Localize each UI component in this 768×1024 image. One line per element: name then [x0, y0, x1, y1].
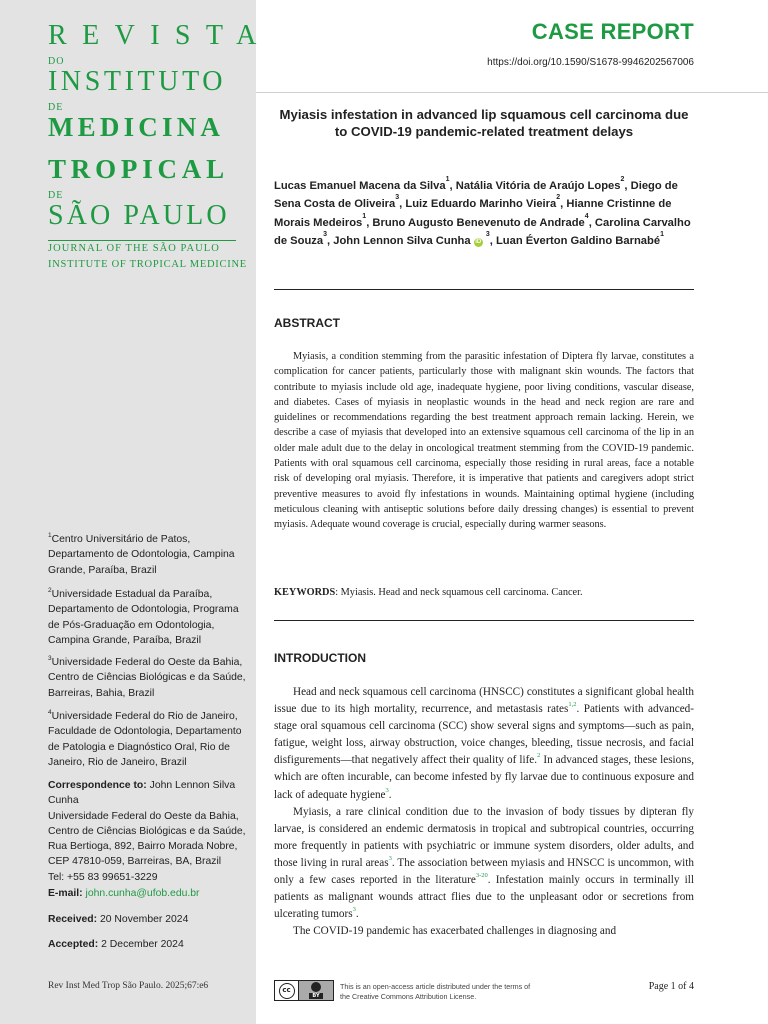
- journal-title-do: DO: [48, 56, 65, 67]
- affiliation-marker: 3: [323, 230, 328, 238]
- journal-title-de: DE: [48, 102, 64, 113]
- header-divider: [256, 92, 768, 93]
- affiliation-marker: 4: [584, 212, 589, 220]
- citation-link[interactable]: 3: [388, 854, 392, 862]
- by-label: BY: [309, 993, 322, 999]
- affiliation-1: $^1$Centro Universitário de Patos, Departamento de Odontologia, Campina Grande, Paraíba, Brazil: [48, 532, 235, 576]
- author-name: Bruno Augusto Benevenuto de Andrade: [372, 216, 585, 229]
- paragraph: Head and neck squamous cell carcinoma (HNSCC) constitutes a significant global health issue due to its high mortality, recurrence, and metastasis rates$^{1,2}$. Patients with advanced-stage oral squamous cell carcinoma (SCC) show several signs and symptoms—such as pain, fatigue, weight loss, airway obstruction, voice changes, bleeding, tissue necrosis, and facial disfigurements—that negatively affect their quality of life.$^2$ In advanced stages, these lesions, which are often incurable, can become infested by fly larvae due to continuous exposure and lack of adequate hygiene$^3$.: [274, 686, 694, 801]
- affiliation-marker: 1: [660, 230, 664, 238]
- citation-link[interactable]: 1,2: [568, 701, 577, 709]
- introduction-heading: INTRODUCTION: [274, 651, 366, 665]
- author-name: Lucas Emanuel Macena da Silva: [274, 180, 446, 192]
- attribution-person-icon: [311, 982, 321, 992]
- journal-divider: [48, 240, 236, 241]
- author-name: Luiz Eduardo Marinho Vieira: [405, 198, 557, 211]
- abstract-text: Myiasis, a condition stemming from the parasitic infestation of Diptera fly larvae, constitutes a complication for cancer patients, particularly those with malignant skin wounds. The factors that contribute to myiasis include old age, inadequate hygiene, poor living conditions, vascular disease, and diabetes. Cases of myiasis in neoplastic wounds in the head and neck region are rare and guidelines or recommendations regarding the best treatment approach remain lacking. Herein, we describe a case of myiasis that developed into an extensive squamous cell carcinoma of the lip in an older male adult due to the delay in oncological treatment stemming from the COVID-19 pandemic. Patients with oral squamous cell carcinoma, especially those residing in rural areas, face a notable risk of developing oral myiasis. Therefore, it is imperative that patients and caregivers adopt strict preventive measures to avoid fly infestations in wounds. Maintaining optimal hygiene (including meticulous cleaning with antiseptic solutions before daily dressing changes) is essential to prevent myiasis. Adequate wound coverage is crucial, especially during warmer seasons.: [274, 351, 694, 531]
- affiliation-marker: 3: [485, 230, 490, 238]
- author-name: Diego de Sena Costa de Oliveira: [274, 180, 678, 211]
- affiliation-marker: 3: [395, 194, 400, 202]
- journal-subtitle: JOURNAL OF THE SÃO PAULO: [48, 243, 220, 254]
- citation-link[interactable]: 3: [385, 786, 389, 794]
- author-list: Lucas Emanuel Macena da Silva$^1$, Natália Vitória de Araújo Lopes$^2$, Diego de Sena Costa de Oliveira$^3$, Luiz Eduardo Marinho Vieira$^2$, Hianne Cristinne de Morais Medeiros$^1$, Bruno Augusto Benevenuto de Andrade$^4$, Carolina Carvalho de Souza$^3$, John Lennon Silva Cunha iD $^3$, Luan Éverton Galdino Barnabé$^1$: [274, 176, 691, 247]
- journal-title-medicina: MEDICINA: [48, 112, 225, 142]
- received-date: Received: 20 November 2024: [48, 914, 189, 925]
- cc-icon: cc: [279, 983, 295, 999]
- journal-title-tropical: TROPICAL: [48, 154, 229, 184]
- journal-title-de: DE: [48, 190, 64, 201]
- author-name: Hianne Cristinne de Morais Medeiros: [274, 198, 672, 229]
- author-name: Natália Vitória de Araújo Lopes: [455, 180, 621, 192]
- doi-link[interactable]: https://doi.org/10.1590/S1678-9946202567006: [487, 57, 694, 68]
- paragraph: Myiasis, a rare clinical condition due to the invasion of body tissues by dipteran fly larvae, is considered an endemic dermatosis in tropical and subtropical countries, occurring more frequently in patients with psychiatric or immune system disorders, older adults, and those living in rural areas$^3$. The association between myiasis and HNSCC is uncommon, with only a few cases reported in the literature$^{3-20}$. Infestation mainly occurs in terminally ill patients as malignant wounds attract flies due to the unpleasant odor or secretions from ulcerating tumors$^3$.: [274, 805, 694, 921]
- citation-link[interactable]: 3: [352, 906, 356, 914]
- journal-title-revista: REVISTA: [48, 20, 272, 51]
- email-line: E-mail: john.cunha@ufob.edu.br: [48, 888, 200, 899]
- affiliation-marker: 1: [362, 212, 367, 220]
- orcid-icon[interactable]: iD: [475, 238, 482, 245]
- article-title: Myiasis infestation in advanced lip squamous cell carcinoma due to COVID-19 pandemic-related treatment delays: [279, 107, 689, 139]
- keywords: KEYWORDS: Myiasis. Head and neck squamous cell carcinoma. Cancer.: [274, 587, 583, 598]
- article-type-label: CASE REPORT: [531, 19, 694, 44]
- citation-link[interactable]: 2: [537, 752, 541, 760]
- license-text: This is an open-access article distributed under the terms of the Creative Commons Attribution License.: [340, 982, 531, 1001]
- journal-subtitle: INSTITUTE OF TROPICAL MEDICINE: [48, 259, 247, 270]
- affiliation-3: $^3$Universidade Federal do Oeste da Bahia, Centro de Ciências Biológicas e da Saúde, Barreiras, Bahia, Brazil: [48, 655, 246, 699]
- cc-by-license-icon[interactable]: [274, 980, 334, 1001]
- paragraph: The COVID-19 pandemic has exacerbated challenges in diagnosing and: [293, 925, 617, 938]
- affiliation-marker: 2: [620, 176, 625, 183]
- section-divider: [274, 289, 694, 290]
- email-link[interactable]: john.cunha@ufob.edu.br: [85, 888, 200, 899]
- affiliation-2: $^2$Universidade Estadual da Paraíba, Departamento de Odontologia, Programa de Pós-Graduação em Odontologia, Campina Grande, Paraíba, Brazil: [48, 587, 239, 646]
- abstract-heading: ABSTRACT: [274, 316, 340, 330]
- citation-link[interactable]: 3-20: [475, 872, 488, 880]
- section-divider: [274, 620, 694, 621]
- affiliation-marker: 1: [445, 176, 450, 183]
- journal-title-sao-paulo: SÃO PAULO: [48, 200, 230, 231]
- journal-citation: Rev Inst Med Trop São Paulo. 2025;67:e6: [48, 981, 209, 991]
- affiliation-4: $^4$Universidade Federal do Rio de Janeiro, Faculdade de Odontologia, Departamento de Patologia e Diagnóstico Oral, Rio de Janeiro, Rio de Janeiro, Brazil: [48, 709, 242, 768]
- author-name: Carolina Carvalho de Souza: [274, 216, 691, 247]
- sidebar-panel: [0, 0, 272, 1024]
- correspondence-block: Correspondence to: John Lennon Silva Cunha Universidade Federal do Oeste da Bahia, Centro de Ciências Biológicas e da Saúde, Rua Bertioga, 892, Bairro Morada Nobre, CEP 47810-059, Barreiras, BA, Brazil Tel: +55 83 99651-3229: [48, 780, 246, 883]
- affiliation-marker: 2: [556, 194, 561, 202]
- author-name: Luan Éverton Galdino Barnabé: [495, 234, 661, 247]
- author-name: John Lennon Silva Cunha: [333, 234, 471, 247]
- introduction-text: [274, 684, 694, 940]
- page-number: Page 1 of 4: [648, 981, 694, 992]
- accepted-date: Accepted: 2 December 2024: [48, 939, 184, 950]
- journal-title-instituto: INSTITUTO: [48, 66, 227, 97]
